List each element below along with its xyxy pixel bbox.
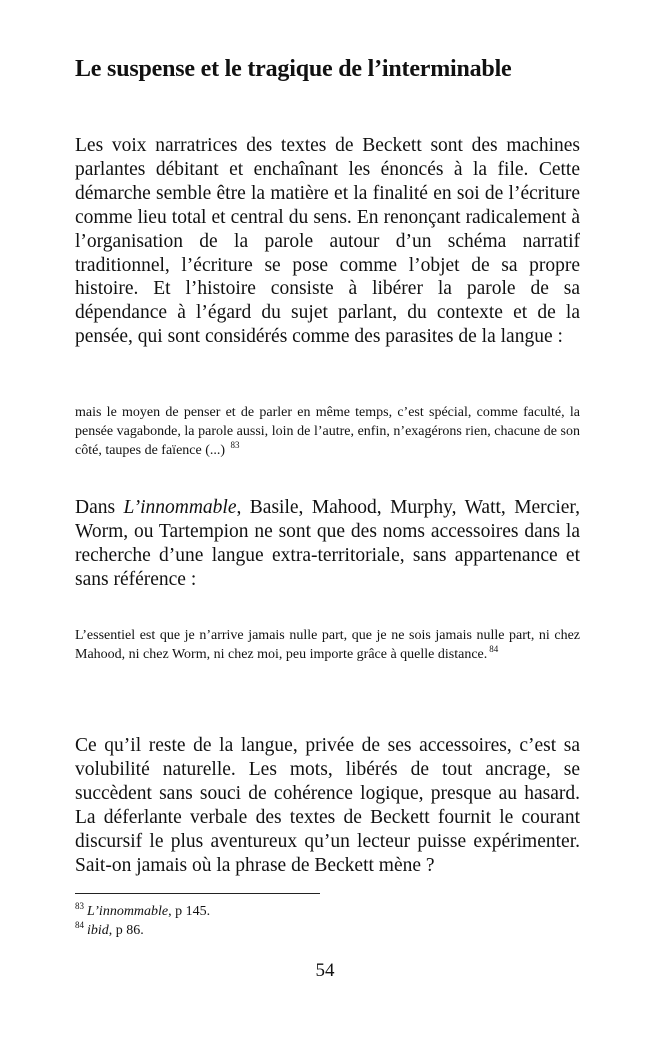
body-paragraph-3: Ce qu’il reste de la langue, privée de ses accessoires, c’est sa volubilité naturelle. Les mots, libérés de tout ancrage, se succèdent sans souci de cohérence logique, presque au hasard. La déferlante verbale des textes de Beckett fournit le courant discursif le plus aventureux qu’un lecteur puisse expérimenter. Sait-on jamais où la phrase de Beckett mène ? — [75, 735, 580, 876]
book-title-italic: L’innommable — [123, 497, 237, 518]
footnote-84 — [75, 921, 210, 940]
body-paragraph-1: Les voix narratrices des textes de Beckett sont des machines parlantes débitant et enchaînant les énoncés à la file. Cette démarche semble être la matière et la finalité en soi de l’écriture comme lieu total et central du sens. En renonçant radicalement à l’organisation de la parole autour d’un schéma narratif traditionnel, l’écriture se pose comme l’objet de sa propre histoire. Et l’histoire consiste à libérer la parole de sa dépendance à l’égard du sujet parlant, du contexte et de la pensée, qui sont considérés comme des parasites de la langue : — [75, 135, 580, 348]
footnote-ref-84: 84 — [489, 644, 499, 655]
footnote-page: , p 86. — [108, 923, 144, 938]
footnote-number: 83 — [75, 901, 84, 912]
footnote-83 — [75, 902, 210, 921]
chapter-heading: Le suspense et le tragique de l’interminable — [75, 56, 512, 82]
footnotes — [75, 902, 210, 940]
footnote-ref-83: 83 — [230, 440, 240, 451]
block-quote-2 — [75, 626, 580, 664]
block-quote-1-text: mais le moyen de penser et de parler en même temps, c’est spécial, comme faculté, la pensée vagabonde, la parole aussi, loin de l’autre, enfin, n’exagérons rien, chacune de son côté, taupes de faïence (...) — [75, 405, 580, 458]
page-number: 54 — [315, 960, 335, 981]
footnote-source: ibid — [87, 923, 109, 938]
footnote-number: 84 — [75, 920, 84, 931]
body-paragraph-2 — [75, 496, 580, 592]
footnote-page: , p 145. — [168, 904, 211, 919]
footnote-separator — [75, 893, 320, 894]
block-quote-2-text: L’essentiel est que je n’arrive jamais nulle part, que je ne sois jamais nulle part, ni chez Mahood, ni chez Worm, ni chez moi, peu importe grâce à quelle distance. — [75, 628, 580, 662]
paragraph-2-lead: Dans — [75, 497, 116, 518]
footnote-source: L’innommable — [87, 904, 169, 919]
paragraph-2-rest: , Basile, Mahood, Murphy, Watt, Mercier, Worm, ou Tartempion ne sont que des noms accessoires dans la recherche d’une langue extra-territoriale, sans appartenance et sans référence : — [75, 497, 580, 590]
block-quote-1 — [75, 403, 580, 460]
